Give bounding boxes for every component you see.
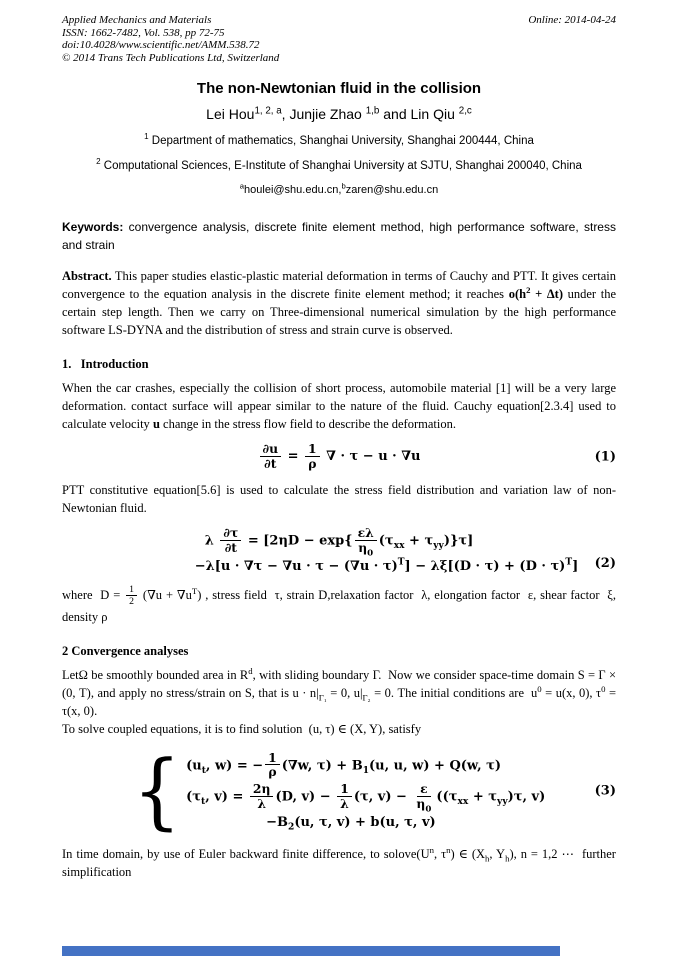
time-domain-paragraph: In time domain, by use of Euler backward finite difference, to $solove(U^n$, $\tau^n$) ∈ ($X_h$, $Y_h$), n = 1,2 ⋯ further simplification xyxy=(62,844,616,879)
keywords-label: Keywords: xyxy=(62,220,124,234)
equation-2-line-1: λ $\frac{\partial\tau}{\partial t}$ = [2ηD − exp{ $\frac{\varepsilon\lambda}{\eta_0}$ $(\tau_{xx} + \tau_{yy})\}\tau$] xyxy=(204,524,474,559)
affiliation-2: $^2$ Computational Sciences, E-Institute of Shanghai University at SJTU, Shanghai 200040, China xyxy=(96,157,582,172)
doi-line: doi:10.4028/www.scientific.net/AMM.538.72 xyxy=(62,39,260,51)
equation-3-line-3: $-B_2(u$, τ, v) + b(u, τ, v) xyxy=(266,815,436,833)
author-emails: $^a$houlei@shu.edu.cn,$^b$zaren@shu.edu.cn xyxy=(239,181,439,196)
equation-3-lines xyxy=(186,748,545,835)
journal-name: Applied Mechanics and Materials xyxy=(62,14,212,26)
keywords-text: convergence analysis, discrete finite element method, high performance software, stress and strain xyxy=(62,220,616,252)
cases-brace: { xyxy=(132,742,182,839)
section-heading-convergence: 2 Convergence analyses xyxy=(62,643,189,658)
journal-header xyxy=(62,14,616,64)
equation-3-line-1: ($u_t$, w) = − $\frac{1}{\rho}$ (∇w, $\tau) + B_1(u$, u, w) + Q(w, τ) xyxy=(186,749,502,780)
authors-line: Lei Hou$^{1, 2, a}$, Junjie Zhao $^{1,b}$ and Lin Qiu $^{2,c}$ xyxy=(206,105,472,122)
paper-title: The non-Newtonian fluid in the collision xyxy=(196,80,482,97)
equation-3-line-2: ($\tau_t$, v) = $\frac{2\eta}{\lambda}$ (D, v) − $\frac{1}{\lambda}$ (τ, v) − $\frac{\varepsilon}{\eta_0}$ ($(\tau_{xx} + \tau_{yy})\tau$, v) xyxy=(186,781,546,815)
solve-paragraph: To solve coupled equations, it is to find solution (u, τ) ∈ (X, Y), satisfy xyxy=(62,721,422,736)
abstract-paragraph xyxy=(62,267,616,339)
abstract-text: This paper studies elastic-plastic material deformation in terms of Cauchy and PTT. It gives certain convergence to the equation analysis in the discrete finite element method; it reaches $o(h^2 + \Delta t)$ under the certain step length. Then we carry on Three-dimensional numerical simulation by the high performance software LS-DYNA and the distribution of stress and strain curve is observed. xyxy=(62,269,617,337)
equation-1 xyxy=(62,443,616,471)
section-heading-introduction: 1. Introduction xyxy=(62,357,149,371)
equation-3 xyxy=(62,742,616,839)
intro-paragraph: When the car crashes, especially the collision of short process, automobile material [1] will be a very large deformation. contact surface will appear similar to the nature of the fluid. Cauchy equation[2.3.4] used to calculate velocity u change in the stress flow field to describe the deformation. xyxy=(62,381,616,431)
affiliation-1: $^1$ Department of mathematics, Shanghai University, Shanghai 200444, China xyxy=(144,132,534,147)
equation-3-number: (3) xyxy=(594,783,616,799)
abstract-label: Abstract. xyxy=(62,269,112,283)
copyright-line: © 2014 Trans Tech Publications Ltd, Switzerland xyxy=(62,51,280,64)
ptt-paragraph: PTT constitutive equation[5.6] is used to calculate the stress field distribution and variation law of non-Newtonian fluid. xyxy=(62,482,616,515)
equation-1-body: $\frac{\partial u}{\partial t}$ = $\frac{1}{\rho}$ ∇ · τ − u · ∇u xyxy=(258,449,421,464)
issn-line: ISSN: 1662-7482, Vol. 538, pp 72-75 xyxy=(62,26,225,39)
equation-2-number: (2) xyxy=(594,556,616,572)
equation-1-number: (1) xyxy=(594,449,616,465)
online-date: Online: 2014-04-24 xyxy=(528,14,616,26)
equation-3-body xyxy=(62,742,616,839)
equation-2-line-2: $-\lambda[u \cdot \nabla\tau - \nabla u \cdot \tau - (\nabla u \cdot \tau)^T] - \lambda\xi[(D \cdot \tau) + (D \cdot \tau)^T]$ xyxy=(194,556,579,574)
where-paragraph: where D = $\frac{1}{2}$ $(\nabla u + \nabla u^T)$ , stress field τ, strain D,relaxation factor λ, elongation factor ε, shear factor ξ, density ρ xyxy=(62,584,616,624)
keywords-paragraph xyxy=(62,218,616,254)
footer-bar xyxy=(62,946,560,956)
equation-2 xyxy=(62,524,616,575)
convergence-paragraph: LetΩ be smoothly bounded area in $R^d$, with sliding boundary Γ. Now we consider space-time domain S = Γ × (0, T), and apply no stress/strain on S, that is $u \cdot n|_{\Gamma_1} = 0$, $u|_{\Gamma_2} = 0$. The initial conditions are $u^0 = u(x$, 0), $\tau^0 = \tau(x$, 0). xyxy=(62,665,616,718)
